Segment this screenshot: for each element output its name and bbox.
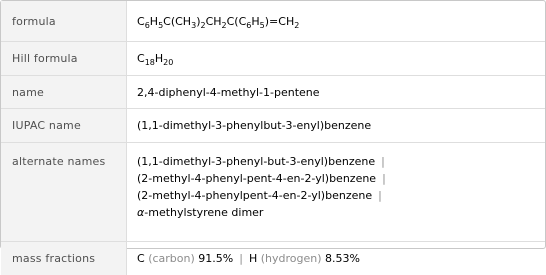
mass-percent-h: 8.53% [325,252,360,265]
label-mass-fractions: mass fractions [1,242,127,275]
alternate-name-item: α-methylstyrene dimer [137,204,539,221]
separator: | [372,189,382,202]
alternate-name-item: (2-methyl-4-phenylpent-4-en-2-yl)benzene | [137,187,539,204]
row-alternate-names [1,143,545,242]
mass-symbol-h: H [249,252,257,265]
alternate-name-item: (2-methyl-4-phenyl-pent-4-en-2-yl)benzene | [137,170,539,187]
row-name [1,76,545,109]
label-hill-formula: Hill formula [1,42,127,76]
separator: | [376,172,386,185]
row-mass-fractions [1,242,545,275]
label-alternate-names: alternate names [1,143,127,242]
label-formula: formula [1,1,127,42]
value-formula: $C_6H_5C(CH_3)_2CH_2C(C_6H_5)=CH_2$ [127,1,546,42]
row-formula [1,1,545,42]
value-hill-formula: $C_{18}H_{20}$ [127,42,546,76]
value-alternate-names [127,143,546,242]
separator: | [233,252,249,265]
row-hill-formula [1,42,545,76]
properties-table [1,1,545,275]
label-name: name [1,76,127,109]
value-mass-fractions: C (carbon) 91.5% | H (hydrogen) 8.53% [127,242,546,275]
alternate-name-item: (1,1-dimethyl-3-phenyl-but-3-enyl)benzene | [137,153,539,170]
separator: | [375,155,385,168]
label-iupac-name: IUPAC name [1,109,127,143]
value-iupac-name: (1,1-dimethyl-3-phenylbut-3-enyl)benzene [127,109,546,143]
mass-percent-c: 91.5% [198,252,233,265]
mass-symbol-c: C [137,252,145,265]
alpha-prefix: α [137,206,144,219]
mass-element-carbon: carbon [152,252,190,265]
row-iupac-name [1,109,545,143]
mass-element-hydrogen: hydrogen [265,252,317,265]
value-name: 2,4-diphenyl-4-methyl-1-pentene [127,76,546,109]
